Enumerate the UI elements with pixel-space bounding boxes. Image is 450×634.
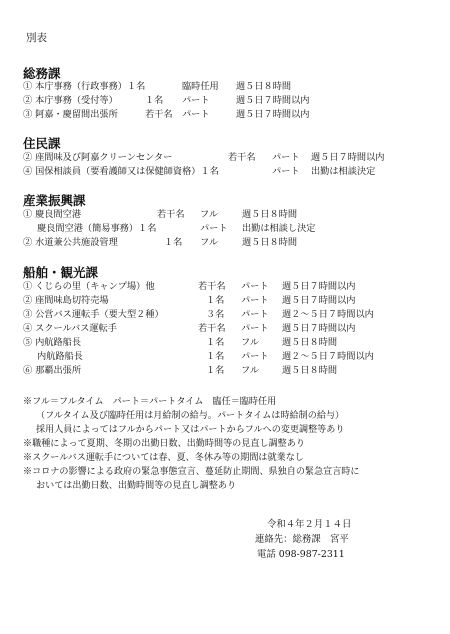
contact-line: 連絡先：総務課 宮平 — [255, 534, 349, 545]
row-cell: １名 — [206, 365, 225, 376]
row-cell: ③ 阿嘉・慶留間出張所 — [23, 109, 118, 120]
row-cell: パート — [241, 295, 269, 306]
row-cell: 週５日７時間以内 — [282, 295, 356, 306]
doc-label: 別表 — [26, 32, 47, 44]
section-heading-senpaku: 船舶・観光課 — [23, 265, 99, 280]
row-cell: ① 慶良間空港 — [23, 209, 82, 220]
row-cell: 内航路船長 — [37, 351, 83, 362]
row-cell: １名 — [206, 351, 225, 362]
note-line: ※フル＝フルタイム パート＝パートタイム 臨任＝臨時任用 — [23, 397, 277, 407]
row-cell: 若干名 — [198, 281, 226, 292]
row-cell: 週５日８時間 — [236, 81, 292, 92]
section-heading-juminka: 住民課 — [23, 136, 61, 151]
row-cell: 週５日８時間 — [242, 209, 298, 220]
row-cell: 週５日７時間以内 — [236, 95, 310, 106]
row-cell: ④ スクールバス運転手 — [23, 323, 117, 334]
row-cell: １名 — [206, 295, 225, 306]
row-cell: 週５日８時間 — [242, 237, 298, 248]
row-cell: フル — [200, 209, 219, 220]
row-cell: ⑤ 内航路船長 — [23, 337, 82, 348]
row-cell: １名 — [145, 95, 164, 106]
row-cell: 若干名 — [157, 209, 185, 220]
row-cell: 出勤は相談し決定 — [242, 223, 316, 234]
note-line: おいては出勤日数、出勤時間等の見直し調整あり — [36, 481, 237, 491]
phone-line: 電話 098-987-2311 — [257, 549, 345, 560]
row-cell: ② 座間味及び阿嘉クリーンセンター — [23, 152, 173, 163]
row-cell: 慶良間空港（簡易事務）１名 — [37, 223, 157, 234]
row-cell: 週２～５日７時間以内 — [282, 309, 374, 320]
row-cell: パート — [272, 166, 300, 177]
note-line: 採用人員によってはフルからパート又はパートからフルへの変更調整等あり — [36, 425, 345, 435]
row-cell: 若干名 — [198, 323, 226, 334]
row-cell: パート — [182, 95, 210, 106]
row-cell: 週２～５日７時間以内 — [282, 351, 374, 362]
row-cell: １名 — [164, 237, 183, 248]
row-cell: パート — [241, 309, 269, 320]
row-cell: ④ 国保相談員（要看護師又は保健師資格）１名 — [23, 166, 219, 177]
row-cell: パート — [241, 351, 269, 362]
note-line: ※スクールバス運転手については春、夏、冬休み等の期間は就業なし — [23, 453, 304, 463]
issue-date: 令和４年２月１４日 — [267, 519, 352, 530]
row-cell: ① くじらの里（キャンプ場）他 — [23, 281, 155, 292]
row-cell: 週５日７時間以内 — [236, 109, 310, 120]
row-cell: 若干名 — [228, 152, 256, 163]
row-cell: パート — [200, 223, 228, 234]
row-cell: １名 — [206, 337, 225, 348]
row-cell: フル — [241, 337, 260, 348]
row-cell: フル — [200, 237, 219, 248]
row-cell: ３名 — [206, 309, 225, 320]
row-cell: ① 本庁事務（行政事務）１名 — [23, 81, 146, 92]
row-cell: 週５日７時間以内 — [282, 323, 356, 334]
row-cell: パート — [272, 152, 300, 163]
row-cell: ⑥ 那覇出張所 — [23, 365, 82, 376]
row-cell: ② 水道兼公共施設管理 — [23, 237, 118, 248]
row-cell: パート — [241, 323, 269, 334]
row-cell: 週５日７時間以内 — [311, 152, 385, 163]
row-cell: ② 座間味島切符売場 — [23, 295, 109, 306]
row-cell: フル — [241, 365, 260, 376]
row-cell: 臨時任用 — [182, 81, 219, 92]
row-cell: パート — [182, 109, 210, 120]
row-cell: 出勤は相談決定 — [311, 166, 376, 177]
note-line: ※職種によって夏期、冬期の出勤日数、出勤時間等の見直し調整あり — [23, 439, 305, 449]
row-cell: 若干名 — [145, 109, 173, 120]
section-heading-somuka: 総務課 — [23, 66, 61, 81]
row-cell: 週５日８時間 — [282, 337, 338, 348]
row-cell: 週５日８時間 — [282, 365, 338, 376]
row-cell: パート — [241, 281, 269, 292]
note-line: ※コロナの影響による政府の緊急事態宣言、蔓延防止期間、県独自の緊急宣言時に — [23, 467, 360, 477]
row-cell: ③ 公営バス運転手（要大型２種） — [23, 309, 164, 320]
row-cell: ② 本庁事務（受付等） — [23, 95, 118, 106]
section-heading-sangyo: 産業振興課 — [23, 193, 86, 208]
row-cell: 週５日７時間以内 — [282, 281, 356, 292]
note-line: （フルタイム及び臨時任用は月給制の給与。パートタイムは時給制の給与） — [36, 411, 345, 421]
